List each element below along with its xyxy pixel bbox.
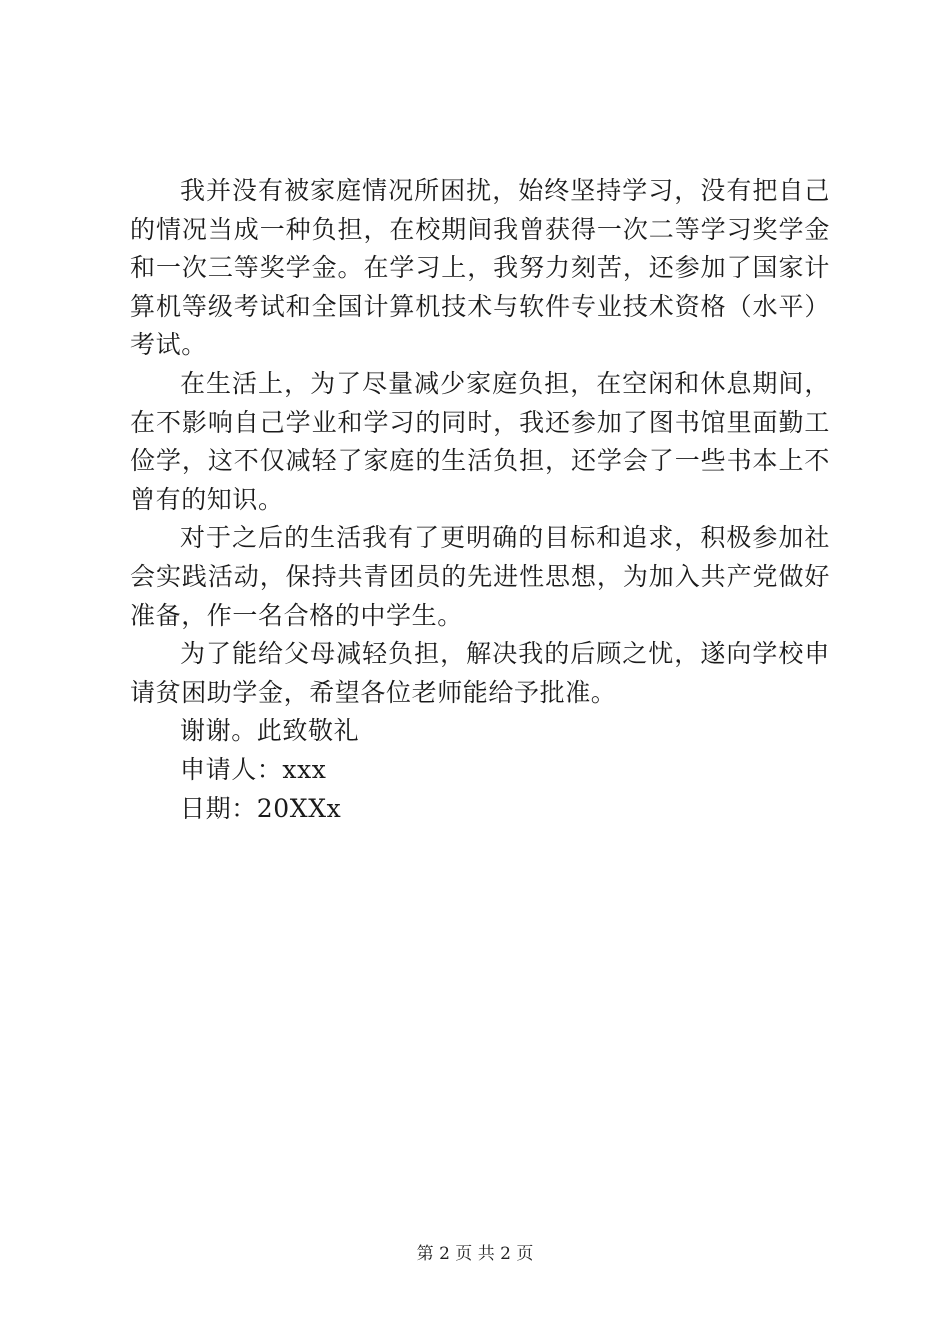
date-line: 日期：20XXx xyxy=(180,793,342,823)
closing-line: 谢谢。此致敬礼 xyxy=(180,716,360,746)
page-number-footer: 第 2 页 共 2 页 xyxy=(416,1244,534,1264)
paragraph-goals: 对于之后的生活我有了更明确的目标和追求，积极参加社会实践活动，保持共青团员的先进性思想，为加入共产党做好准备，作一名合格的中学生。 xyxy=(130,523,830,630)
paragraph-request: 为了能给父母减轻负担，解决我的后顾之忧，遂向学校申请贫困助学金，希望各位老师能给予批准。 xyxy=(130,639,830,707)
applicant-line: 申请人：xxx xyxy=(180,754,327,784)
paragraph-life: 在生活上，为了尽量减少家庭负担，在空闲和休息期间，在不影响自己学业和学习的同时，我还参加了图书馆里面勤工俭学，这不仅减轻了家庭的生活负担，还学会了一些书本上不曾有的知识。 xyxy=(130,368,830,514)
paragraph-study: 我并没有被家庭情况所困扰，始终坚持学习，没有把自己的情况当成一种负担，在校期间我曾获得一次二等学习奖学金和一次三等奖学金。在学习上，我努力刻苦，还参加了国家计算机等级考试和全国计算机技术与软件专业技术资格（水平）考试。 xyxy=(130,176,830,360)
document-body xyxy=(130,172,830,828)
